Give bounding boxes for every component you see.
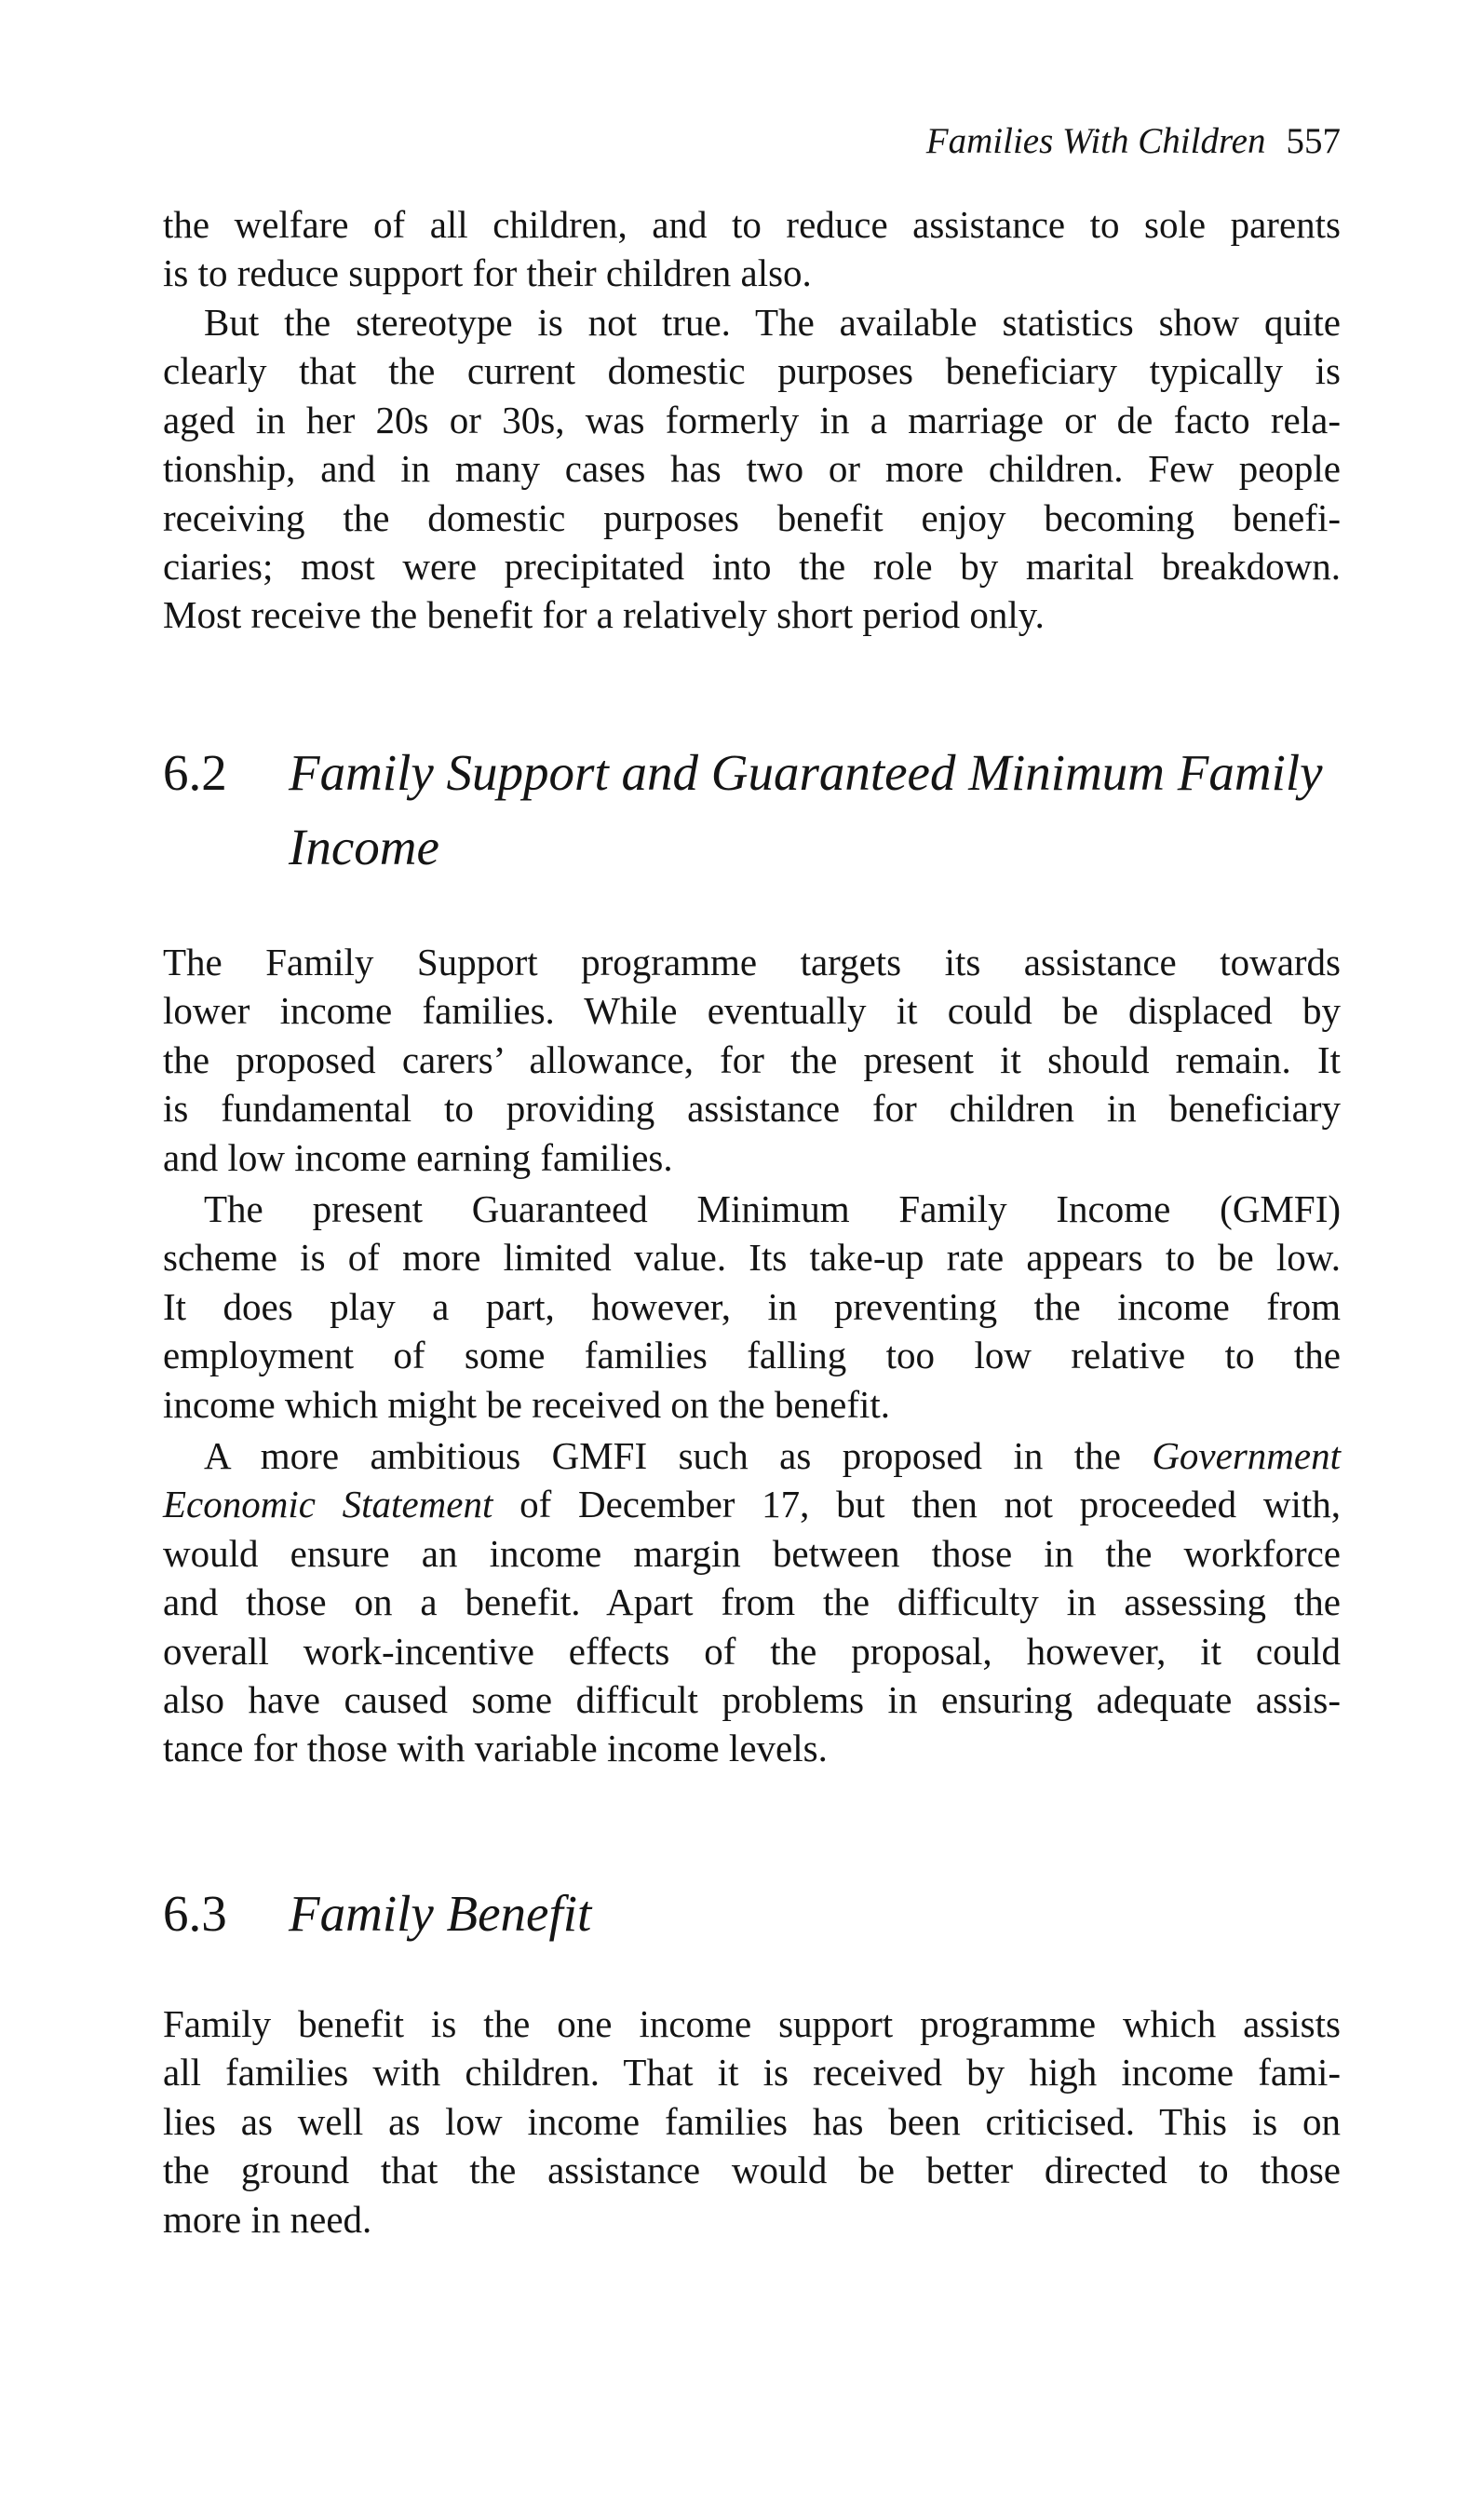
- section-title-line: Family Support and Guaranteed Minimum Family: [289, 744, 1323, 801]
- text-line: is fundamental to providing assistance for children in beneficiary: [163, 1087, 1341, 1131]
- paragraph-family-support: [163, 938, 1341, 1182]
- text-line: and those on a benefit. Apart from the difficulty in assessing the: [163, 1580, 1341, 1624]
- text-line: [163, 1431, 1341, 1480]
- paragraph-gmfi: [163, 1185, 1341, 1429]
- text-line: Family benefit is the one income support programme which assists: [163, 2002, 1341, 2045]
- text-line: tance for those with variable income levels.: [163, 1727, 828, 1770]
- text-line: the proposed carers’ allowance, for the present it should remain. It: [163, 1037, 1341, 1081]
- running-head-title: Families With Children: [925, 121, 1266, 161]
- section-number: 6.3: [163, 1885, 227, 1942]
- text-line: receiving the domestic purposes benefit enjoy becoming benefi-: [163, 495, 1341, 539]
- text-line: lower income families. While eventually it could be displaced by: [163, 989, 1341, 1033]
- section-heading-6-2: [163, 736, 1341, 885]
- text-segment: of December 17, but then not proceeded with,: [492, 1483, 1341, 1526]
- text-line: tionship, and in many cases has two or more children. Few people: [163, 447, 1341, 491]
- text-line: all families with children. That it is received by high income fami-: [163, 2051, 1341, 2095]
- section-title-line: Family Benefit: [289, 1885, 592, 1942]
- running-head: [163, 119, 1341, 164]
- section-heading-6-3: [163, 1877, 1341, 1951]
- text-line: Most receive the benefit for a relatively short period only.: [163, 593, 1045, 637]
- paragraph-stereotype: [163, 298, 1341, 640]
- text-line: lies as well as low income families has been criticised. This is on: [163, 2099, 1341, 2143]
- paragraph-ambitious-gmfi: [163, 1431, 1341, 1773]
- text-line: also have caused some difficult problems in ensuring adequate assis-: [163, 1678, 1341, 1722]
- text-segment: A more ambitious GMFI such as proposed in the: [204, 1434, 1153, 1477]
- text-line: But the stereotype is not true. The available statistics show quite: [204, 301, 1341, 344]
- publication-title: Economic Statement: [163, 1483, 493, 1526]
- text-line: [163, 1480, 1341, 1528]
- text-line: the ground that the assistance would be better directed to those: [163, 2149, 1341, 2192]
- text-line: would ensure an income margin between those in the workforce: [163, 1531, 1341, 1575]
- text-line: income which might be received on the benefit.: [163, 1382, 891, 1426]
- text-line: It does play a part, however, in preventing the income from: [163, 1284, 1341, 1328]
- text-line: employment of some families falling too low relative to the: [163, 1334, 1341, 1377]
- text-line: aged in her 20s or 30s, was formerly in a marriage or de facto rela-: [163, 398, 1341, 441]
- paragraph-family-benefit: [163, 2000, 1341, 2244]
- text-line: scheme is of more limited value. Its take-up rate appears to be low.: [163, 1236, 1341, 1280]
- text-line: is to reduce support for their children also.: [163, 251, 812, 295]
- text-line: The Family Support programme targets its assistance towards: [163, 941, 1341, 983]
- text-line: The present Guaranteed Minimum Family Income (GMFI): [204, 1187, 1341, 1230]
- text-line: and low income earning families.: [163, 1135, 673, 1179]
- section-title-line: Income: [289, 819, 439, 875]
- text-line: more in need.: [163, 2197, 372, 2241]
- text-line: overall work-incentive effects of the proposal, however, it could: [163, 1629, 1341, 1673]
- text-line: the welfare of all children, and to reduce assistance to sole parents: [163, 203, 1341, 246]
- paragraph-continuation: [163, 200, 1341, 298]
- text-line: ciaries; most were precipitated into the role by marital breakdown.: [163, 545, 1341, 589]
- page-number: 557: [1286, 121, 1341, 161]
- publication-title: Government: [1152, 1434, 1341, 1477]
- text-line: clearly that the current domestic purposes beneficiary typically is: [163, 349, 1341, 393]
- section-number: 6.2: [163, 744, 227, 801]
